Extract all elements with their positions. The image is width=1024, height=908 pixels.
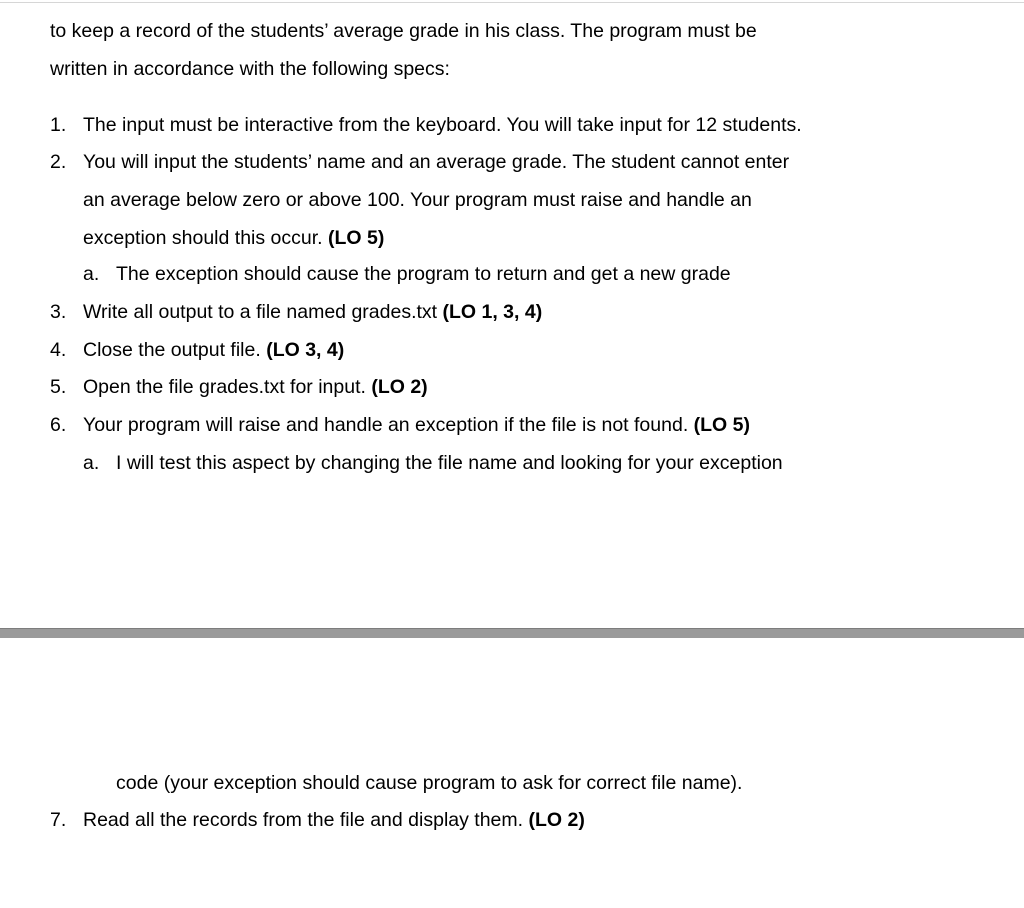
learning-outcome-ref: (LO 2)	[371, 376, 428, 398]
spec-text: an average below zero or above 100. Your program must raise and handle an	[83, 189, 752, 211]
sub-list-letter: a.	[83, 263, 100, 285]
sub-list-letter: a.	[83, 452, 100, 474]
list-number: 5.	[50, 376, 67, 398]
spec-text-with-lo	[83, 413, 750, 437]
spec-text: Write all output to a file named grades.txt	[83, 301, 443, 323]
spec-text-with-lo	[83, 226, 384, 250]
spec-text: Close the output file.	[83, 339, 267, 361]
intro-line-1: to keep a record of the students’ average grade in his class. The program must be	[50, 20, 757, 42]
list-number: 2.	[50, 151, 67, 173]
sub-spec-text: I will test this aspect by changing the file name and looking for your exception	[116, 452, 783, 474]
learning-outcome-ref: (LO 5)	[693, 414, 750, 436]
learning-outcome-ref: (LO 1, 3, 4)	[442, 301, 543, 323]
page-break-separator	[0, 628, 1024, 638]
spec-text-with-lo	[83, 338, 344, 362]
sub-spec-text: The exception should cause the program to return and get a new grade	[116, 263, 731, 285]
spec-text: You will input the students’ name and an average grade. The student cannot enter	[83, 151, 790, 173]
spec-text: Read all the records from the file and display them.	[83, 809, 529, 831]
list-number: 3.	[50, 301, 67, 323]
spec-text: The input must be interactive from the keyboard. You will take input for 12 students.	[83, 114, 802, 136]
spec-text-with-lo	[83, 300, 542, 324]
list-number: 6.	[50, 414, 67, 436]
spec-text-with-lo	[83, 808, 585, 832]
spec-text: exception should this occur.	[83, 227, 328, 249]
page-top-edge	[0, 2, 1024, 3]
spec-text: Open the file grades.txt for input.	[83, 376, 372, 398]
learning-outcome-ref: (LO 2)	[528, 809, 585, 831]
list-number: 4.	[50, 339, 67, 361]
learning-outcome-ref: (LO 3, 4)	[266, 339, 345, 361]
list-number: 1.	[50, 114, 67, 136]
document-page-2	[0, 638, 1024, 908]
learning-outcome-ref: (LO 5)	[327, 227, 385, 249]
sub-spec-continuation: code (your exception should cause program to ask for correct file name).	[116, 772, 743, 794]
spec-text: Your program will raise and handle an exception if the file is not found.	[83, 414, 694, 436]
spec-text-with-lo	[83, 375, 428, 399]
list-number: 7.	[50, 809, 67, 831]
intro-line-2: written in accordance with the following specs:	[50, 58, 450, 80]
